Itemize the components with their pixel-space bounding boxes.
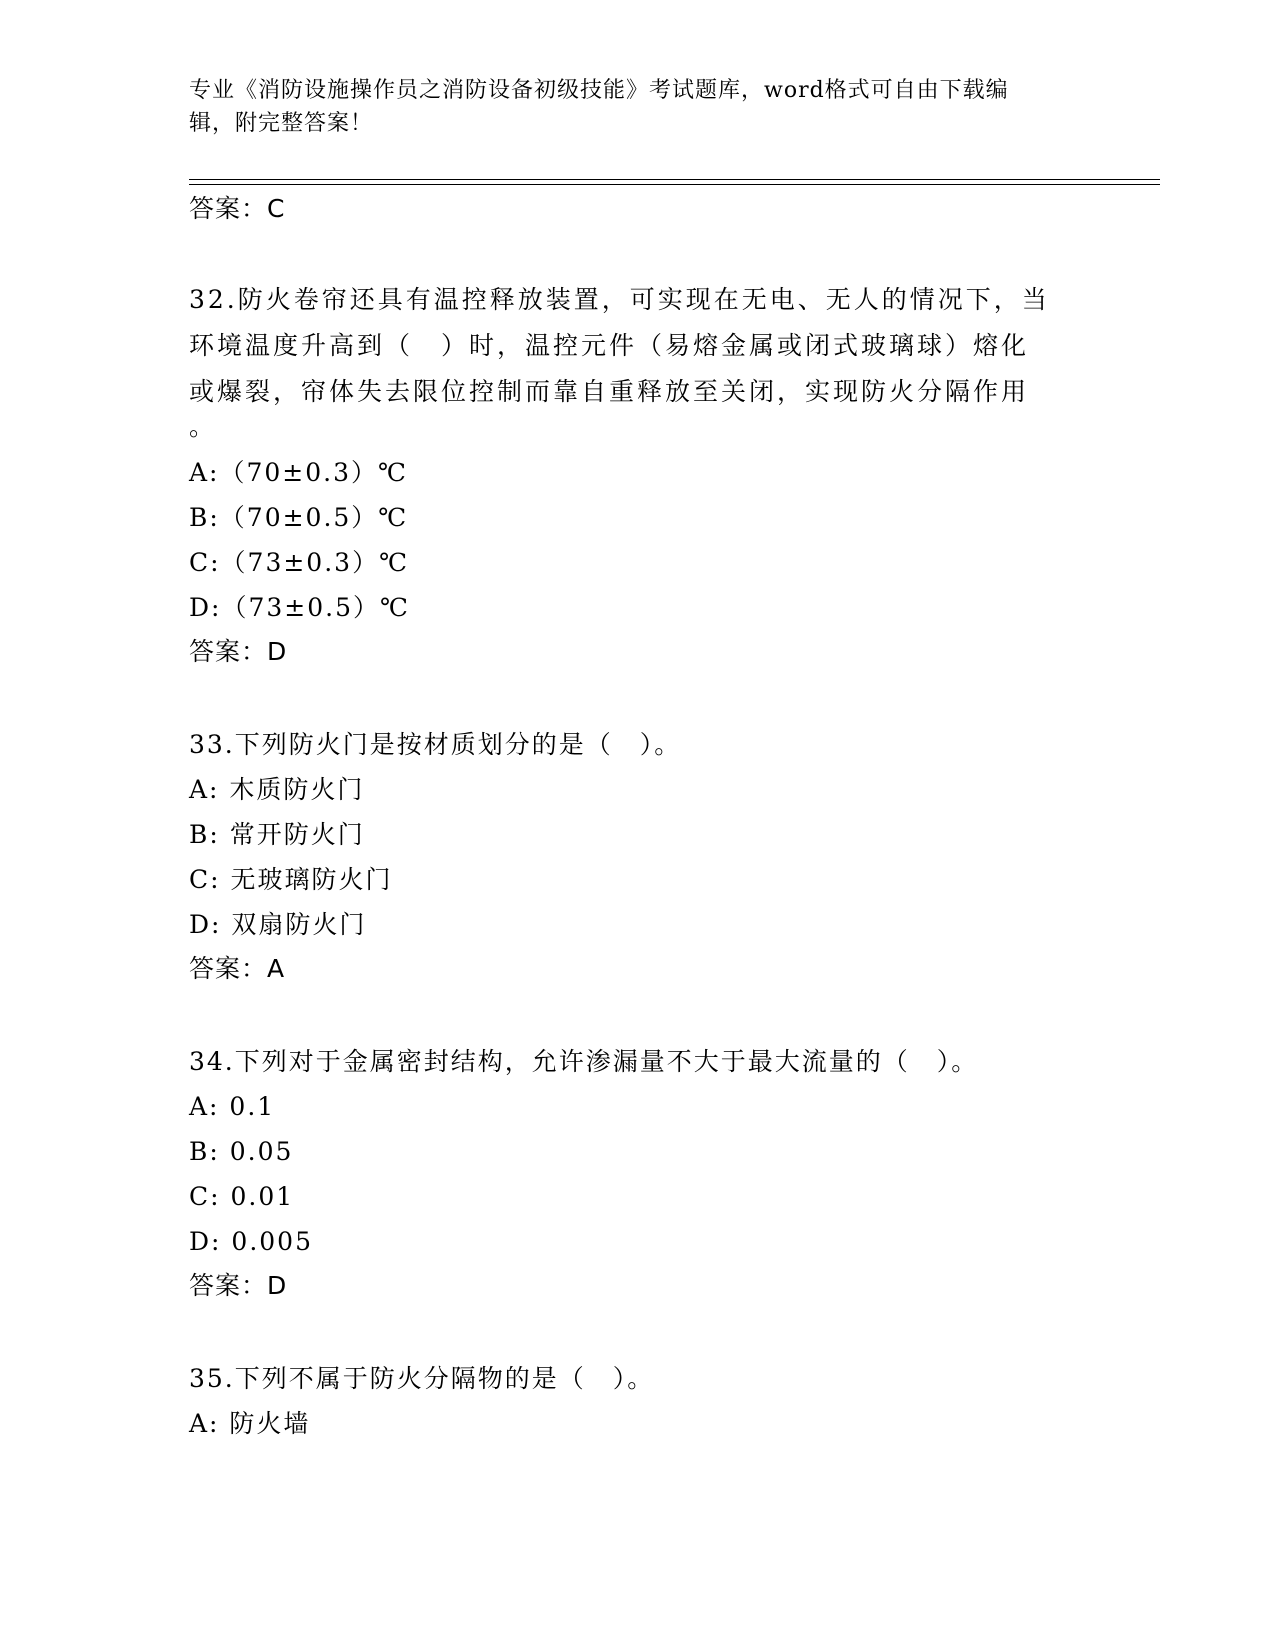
header-divider-top <box>189 179 1160 180</box>
question-32-option-b: B:（70±0.5）℃ <box>189 503 409 532</box>
question-32-answer: 答案：D <box>189 637 288 666</box>
question-34-option-a: A: 0.1 <box>189 1092 276 1121</box>
question-32-option-a: A:（70±0.3）℃ <box>189 458 408 487</box>
question-33-option-c: C: 无玻璃防火门 <box>189 865 393 894</box>
question-32-line-2: 环境温度升高到（ ）时，温控元件（易熔金属或闭式玻璃球）熔化 <box>189 331 1030 360</box>
question-34-option-d: D: 0.005 <box>189 1227 313 1256</box>
question-33-option-a: A: 木质防火门 <box>189 775 365 804</box>
question-32-option-c: C:（73±0.3）℃ <box>189 548 410 577</box>
question-33-answer: 答案：A <box>189 954 286 983</box>
question-32-line-3: 或爆裂，帘体失去限位控制而靠自重释放至关闭，实现防火分隔作用 <box>189 377 1030 406</box>
question-33-option-b: B: 常开防火门 <box>189 820 365 849</box>
header-divider-bottom <box>189 184 1160 185</box>
answer-previous: 答案：C <box>189 194 286 223</box>
question-33-stem: 33.下列防火门是按材质划分的是（ ）。 <box>189 730 682 759</box>
question-33-option-d: D: 双扇防火门 <box>189 910 367 939</box>
header-line-1: 专业《消防设施操作员之消防设备初级技能》考试题库，word格式可自由下载编 <box>189 78 1009 103</box>
question-34-answer: 答案：D <box>189 1271 288 1300</box>
question-32-line-4: 。 <box>189 412 217 441</box>
question-34-stem: 34.下列对于金属密封结构，允许渗漏量不大于最大流量的（ ）。 <box>189 1047 979 1076</box>
header-line-2: 辑，附完整答案！ <box>189 111 374 136</box>
question-34-option-b: B: 0.05 <box>189 1137 294 1166</box>
question-35-stem: 35.下列不属于防火分隔物的是（ ）。 <box>189 1364 655 1393</box>
question-34-option-c: C: 0.01 <box>189 1182 295 1211</box>
question-32-line-1: 32.防火卷帘还具有温控释放装置，可实现在无电、无人的情况下，当 <box>189 285 1050 314</box>
question-32-stem <box>189 277 1089 415</box>
question-32-option-d: D:（73±0.5）℃ <box>189 593 410 622</box>
question-35-option-a: A: 防火墙 <box>189 1409 311 1438</box>
document-header <box>189 74 1069 140</box>
